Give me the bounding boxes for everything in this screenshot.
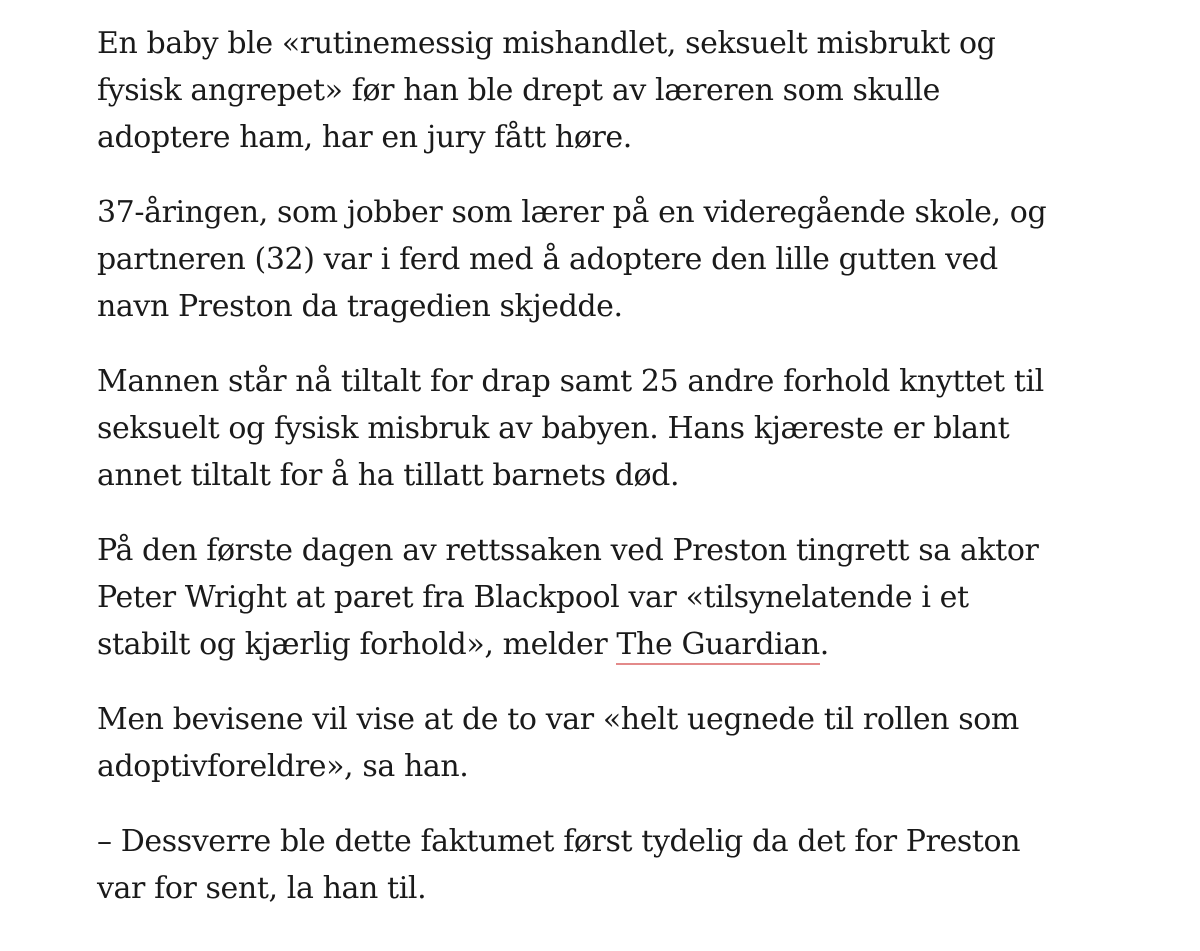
article-body	[97, 20, 1057, 940]
text-fragment: stabilt og kjærlig forhold», melder	[97, 627, 617, 662]
text-line-with-link	[97, 621, 1057, 668]
text-line: Peter Wright at paret fra Blackpool var «tilsynelatende i et	[97, 580, 969, 615]
text-line: Mannen står nå tiltalt for drap samt 25 andre forhold knyttet til	[97, 364, 1044, 399]
text-line: adoptere ham, har en jury fått høre.	[97, 120, 632, 155]
text-line: navn Preston da tragedien skjedde.	[97, 289, 623, 324]
text-line: seksuelt og fysisk misbruk av babyen. Hans kjæreste er blant	[97, 411, 1010, 446]
the-guardian-link[interactable]: The Guardian	[616, 627, 819, 665]
text-line: – Dessverre ble dette faktumet først tydelig da det for Preston	[97, 824, 1021, 859]
text-line: Men bevisene vil vise at de to var «helt uegnede til rollen som	[97, 702, 1019, 737]
paragraph-6	[97, 818, 1057, 912]
paragraph-4	[97, 527, 1057, 668]
text-line: annet tiltalt for å ha tillatt barnets død.	[97, 458, 680, 493]
text-line: En baby ble «rutinemessig mishandlet, seksuelt misbrukt og	[97, 26, 996, 61]
text-fragment: .	[819, 627, 829, 662]
paragraph-3	[97, 358, 1057, 499]
paragraph-1	[97, 20, 1057, 161]
paragraph-2	[97, 189, 1057, 330]
paragraph-5	[97, 696, 1057, 790]
text-line: partneren (32) var i ferd med å adoptere den lille gutten ved	[97, 242, 998, 277]
text-line: var for sent, la han til.	[97, 871, 427, 906]
text-line: 37-åringen, som jobber som lærer på en videregående skole, og	[97, 195, 1047, 230]
text-line: adoptivforeldre», sa han.	[97, 749, 469, 784]
text-line: På den første dagen av rettssaken ved Preston tingrett sa aktor	[97, 533, 1039, 568]
text-line: fysisk angrepet» før han ble drept av læreren som skulle	[97, 73, 940, 108]
